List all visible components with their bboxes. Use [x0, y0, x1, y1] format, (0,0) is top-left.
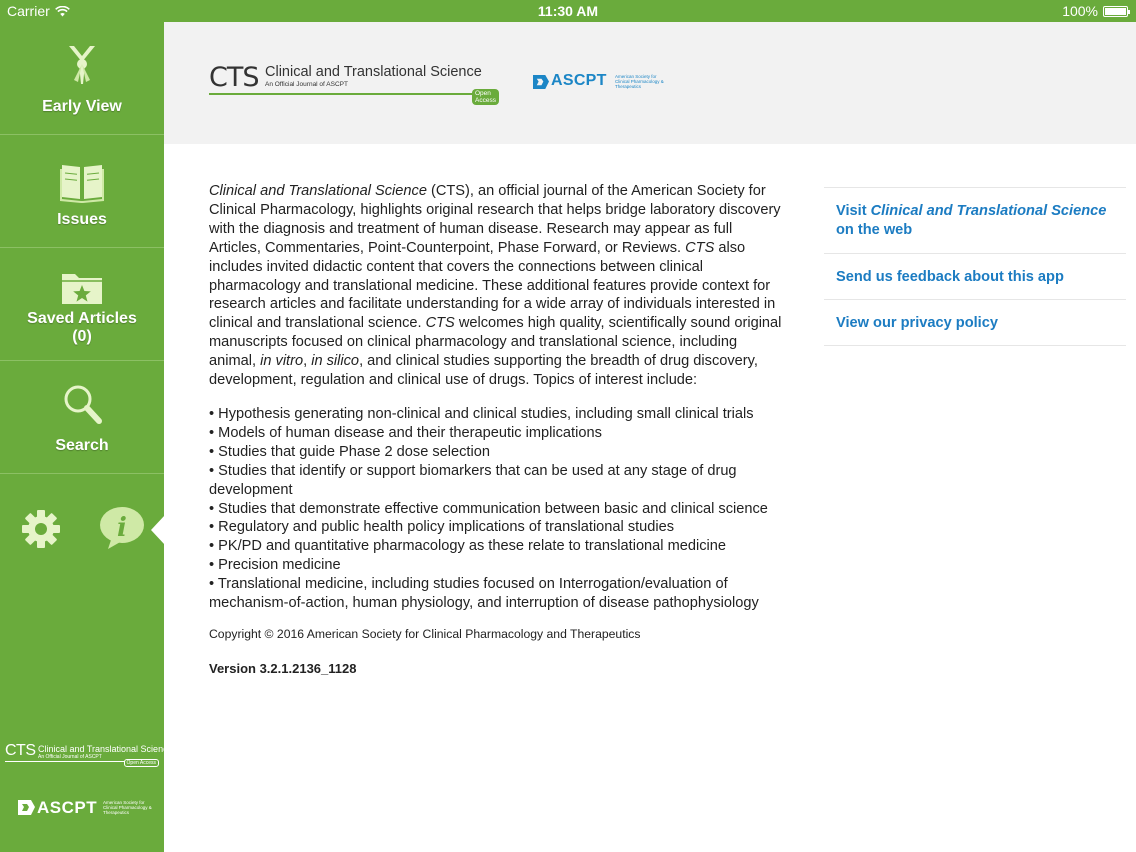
list-item: • Regulatory and public health policy implications of translational studies [209, 519, 675, 536]
link-text: on the web [836, 222, 913, 238]
logo-subtitle: An Official Journal of ASCPT [38, 754, 102, 760]
link-text: Visit [836, 203, 871, 219]
folder-star-icon [57, 264, 107, 312]
ascpt-fullname: American Society for Clinical Pharmacology & Therapeutics [615, 74, 664, 89]
sidebar [0, 22, 173, 852]
journal-description [209, 182, 784, 390]
carrier-label: Carrier [7, 3, 50, 19]
list-item: • PK/PD and quantitative pharmacology as these relate to translational medicine [209, 538, 726, 555]
list-item: • Studies that demonstrate effective communication between basic and clinical science [209, 500, 768, 517]
description-text: , and clinical studies supporting the breadth of drug discovery, development, regulation and clinical use of drugs. Topics of interest include: [209, 353, 758, 389]
ascpt-mark-icon [532, 74, 550, 90]
logo-rule [209, 93, 479, 95]
ascpt-word: ASCPT [37, 798, 98, 817]
header-banner [164, 22, 1136, 144]
description-text: , [303, 353, 312, 370]
status-bar [0, 0, 1136, 22]
svg-text:i: i [117, 513, 127, 543]
sidebar-item-saved-articles[interactable] [0, 248, 164, 361]
active-pointer [151, 515, 165, 545]
description-text: welcomes high quality, scientifically sound original manuscripts focused on clinical pharmacology and translational science, including animal, [209, 315, 782, 370]
logo-abbr: CTS [5, 742, 36, 759]
logo-abbr: CTS [209, 62, 259, 93]
sidebar-item-search[interactable] [0, 361, 164, 474]
ascpt-logo [532, 72, 662, 94]
list-item: • Precision medicine [209, 557, 341, 574]
sidebar-ascpt-logo [17, 798, 157, 822]
list-item: • Studies that identify or support biomarkers that can be used at any stage of drug development [209, 462, 737, 498]
visit-website-link[interactable] [824, 188, 1126, 254]
version-text: Version 3.2.1.2136_1128 [209, 660, 357, 676]
list-item: • Translational medicine, including studies focused on Interrogation/evaluation of mechanism-of-action, human physiology, and interruption of disease pathophysiology [209, 576, 759, 612]
search-icon [57, 381, 107, 429]
gear-icon[interactable] [20, 508, 62, 550]
link-journal-name: Clinical and Translational Science [870, 203, 1107, 219]
copyright-text: Copyright © 2016 American Society for Clinical Pharmacology and Therapeutics [209, 626, 641, 641]
battery-icon [1103, 6, 1128, 17]
journal-abbr: CTS [425, 315, 455, 332]
clock: 11:30 AM [537, 3, 599, 19]
book-icon [57, 159, 107, 207]
early-view-icon [57, 42, 107, 90]
topics-list [209, 405, 784, 613]
ascpt-mark-icon [17, 799, 36, 816]
logo-title: Clinical and Translational Science [265, 64, 482, 80]
italic-term: in silico [311, 353, 360, 370]
ascpt-word: ASCPT [551, 72, 607, 89]
list-item: • Models of human disease and their therapeutic implications [209, 424, 602, 441]
journal-abbr: CTS [685, 239, 715, 256]
battery-percent: 100% [1062, 3, 1098, 19]
sidebar-item-early-view[interactable] [0, 22, 164, 135]
journal-name: Clinical and Translational Science [209, 183, 427, 199]
sidebar-cts-logo [5, 742, 173, 786]
info-icon[interactable] [98, 505, 146, 551]
logo-title: Clinical and Translational Science [38, 744, 173, 754]
saved-articles-count: (0) [72, 328, 92, 345]
description-text: also includes invited didactic content that covers the connections between clinical pharmacology and translational medicine. These additional features provide context for research articles and facilitate understanding for a wide array of individuals interested in clinical and translational science. [209, 239, 776, 332]
links-list [824, 187, 1126, 346]
send-feedback-link[interactable]: Send us feedback about this app [824, 254, 1126, 300]
battery-indicator [1062, 3, 1128, 19]
ascpt-fullname: American Society for Clinical Pharmacology & Therapeutics [103, 800, 152, 815]
logo-subtitle: An Official Journal of ASCPT [265, 81, 348, 88]
list-item: • Studies that guide Phase 2 dose selection [209, 443, 490, 460]
sidebar-item-issues[interactable] [0, 135, 164, 248]
about-content [209, 182, 784, 679]
sidebar-item-label: Saved Articles [27, 310, 137, 327]
open-access-badge: Open Access [472, 89, 499, 105]
list-item: • Hypothesis generating non-clinical and clinical studies, including small clinical trials [209, 405, 754, 422]
sidebar-item-label: Issues [57, 211, 107, 228]
description-text: (CTS), an official journal of the American Society for Clinical Pharmacology, highlights original research that helps bridge laboratory discovery with the diagnosis and treatment of human disease. Research may appear as full Articles, Commentaries, Point-Counterpoint, Phase Forward, or Reviews. [209, 183, 781, 256]
italic-term: in vitro [260, 353, 304, 370]
cts-logo [209, 62, 496, 104]
privacy-policy-link[interactable]: View our privacy policy [824, 300, 1126, 346]
sidebar-item-label: Early View [42, 98, 122, 115]
sidebar-item-label: Search [55, 437, 109, 454]
open-access-badge: Open Access [124, 759, 159, 767]
